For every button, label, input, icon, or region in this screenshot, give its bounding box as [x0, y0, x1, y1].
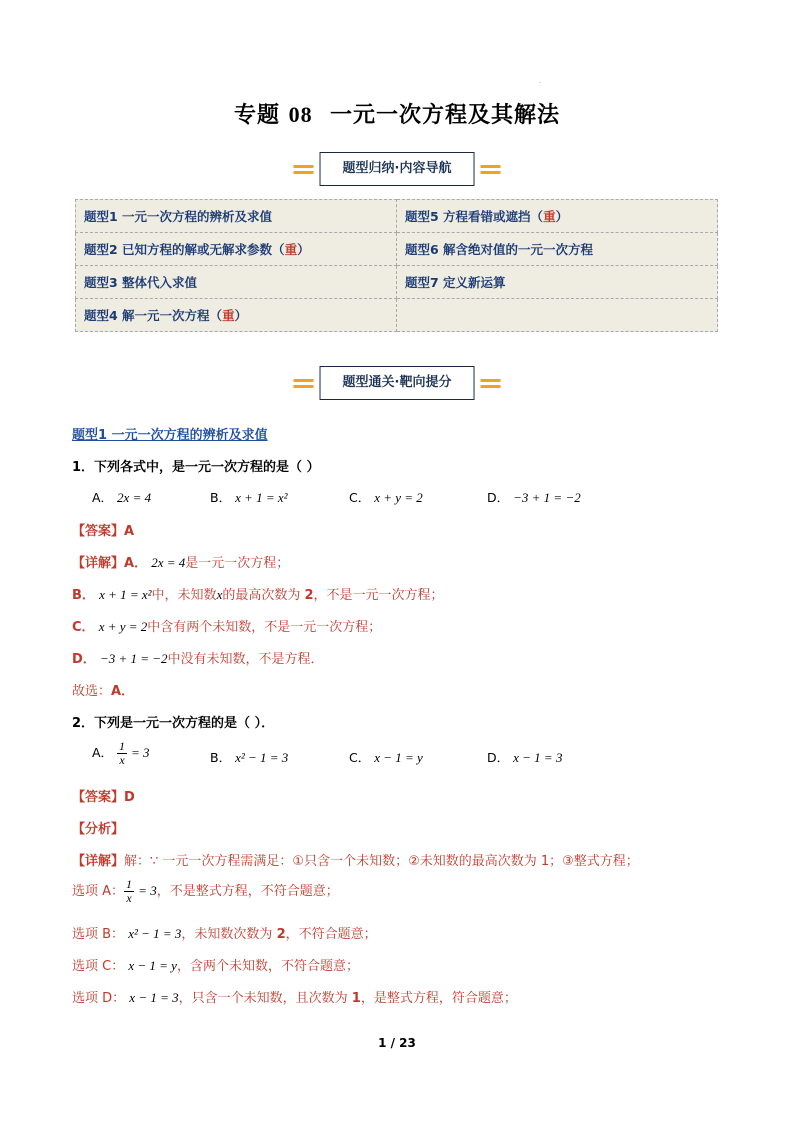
- q2-option-d-analysis: 选项 D： x − 1 = 3，只含一个未知数，且次数为 1，是整式方程，符合题意；: [72, 990, 517, 1006]
- title-prefix: 专题: [233, 103, 280, 128]
- banner-nav: [294, 152, 501, 186]
- toc-item-6[interactable]: 题型6 解含绝对值的一元一次方程: [397, 233, 718, 266]
- banner-deco-left: [294, 165, 314, 174]
- tiny-mark: ·: [539, 80, 541, 87]
- toc-item-5[interactable]: 题型5 方程看错或遮挡（重）: [397, 200, 718, 233]
- q2-option-a[interactable]: A． $\frac{1}{x}$ = 3: [92, 739, 150, 767]
- q1-choose: 故选：A．: [72, 684, 135, 699]
- banner-nav-label: 题型归纳·内容导航: [320, 152, 475, 186]
- q2-option-b-analysis: 选项 B： x² − 1 = 3，未知数次数为 2，不符合题意；: [72, 926, 377, 942]
- q1-detail-a: 【详解】A． 2x = 4是一元一次方程；: [72, 555, 290, 571]
- toc-item-1[interactable]: 题型1 一元一次方程的辨析及求值: [76, 200, 397, 233]
- q2-option-a-analysis: 选项 A： $\frac{1}{x}$ = 3，不是整式方程，不符合题意；: [72, 877, 339, 905]
- toc-item-3[interactable]: 题型3 整体代入求值: [76, 266, 397, 299]
- banner-practice-label: 题型通关·靶向提分: [320, 366, 475, 400]
- q1-option-d[interactable]: D． −3 + 1 = −2: [487, 490, 581, 505]
- title-number: 08: [288, 102, 313, 127]
- toc-item-4[interactable]: 题型4 解一元一次方程（重）: [76, 299, 397, 332]
- q1-option-a[interactable]: A． 2x = 4: [92, 490, 152, 505]
- banner-practice: [294, 366, 501, 400]
- q1-detail-d: D． −3 + 1 = −2中没有未知数，不是方程．: [72, 651, 324, 667]
- q2-analysis: 【分析】: [72, 822, 125, 837]
- banner-deco-right: [480, 165, 500, 174]
- toc-item-7[interactable]: 题型7 定义新运算: [397, 266, 718, 299]
- q2-answer: 【答案】D: [72, 790, 135, 805]
- q1-detail-c: C． x + y = 2中含有两个未知数，不是一元一次方程；: [72, 619, 382, 635]
- q2-option-b[interactable]: B． x² − 1 = 3: [210, 750, 289, 765]
- section-heading[interactable]: 题型1 一元一次方程的辨析及求值: [72, 428, 268, 443]
- q2-option-d[interactable]: D． x − 1 = 3: [487, 750, 563, 765]
- q1-detail-b: B． x + 1 = x²中，未知数x的最高次数为 2，不是一元一次方程；: [72, 587, 444, 603]
- q1-option-c[interactable]: C． x + y = 2: [349, 490, 423, 505]
- page-number: 1 / 23: [378, 1036, 416, 1050]
- toc-item-empty: [397, 299, 718, 332]
- q1-option-b[interactable]: B． x + 1 = x²: [210, 490, 288, 505]
- q1-stem: 1．下列各式中，是一元一次方程的是（ ）: [72, 460, 320, 475]
- q2-option-c[interactable]: C． x − 1 = y: [349, 750, 423, 765]
- fraction: $\frac{1}{x}$: [119, 739, 126, 767]
- q2-option-c-analysis: 选项 C： x − 1 = y，含两个未知数，不符合题意；: [72, 958, 359, 974]
- banner-deco-left: [294, 379, 314, 388]
- title-text: 一元一次方程及其解法: [330, 103, 561, 128]
- banner-deco-right: [480, 379, 500, 388]
- page-title: [0, 98, 794, 129]
- toc-item-2[interactable]: 题型2 已知方程的解或无解求参数（重）: [76, 233, 397, 266]
- q2-detail: 【详解】解：∵ 一元一次方程需满足：①只含一个未知数；②未知数的最高次数为 1；③整式方程；: [72, 854, 639, 869]
- fraction: $\frac{1}{x}$: [126, 877, 133, 905]
- toc-table: [75, 199, 718, 332]
- q1-answer: 【答案】A: [72, 524, 135, 539]
- q2-stem: 2．下列是一元一次方程的是（ ）．: [72, 716, 275, 731]
